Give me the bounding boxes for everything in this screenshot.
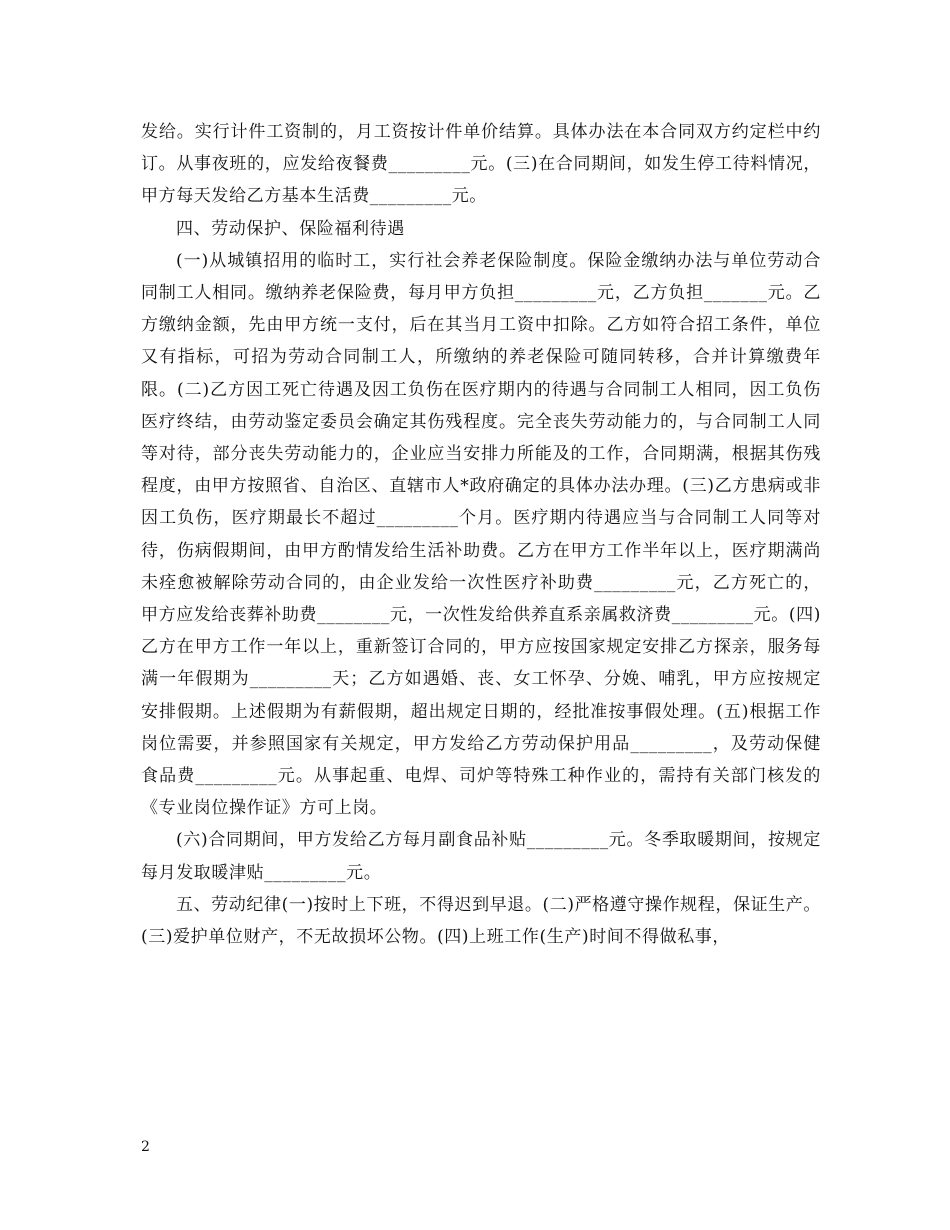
paragraph-wage-continuation: 发给。实行计件工资制的，月工资按计件单价结算。具体办法在本合同双方约定栏中约订。从事夜班的，应发给夜餐费_________元。(三)在合同期间，如发生停工待料情况，甲方每天发给乙方基本生活费_________元。 <box>141 122 821 207</box>
paragraph-insurance-welfare: (一)从城镇招用的临时工，实行社会养老保险制度。保险金缴纳办法与单位劳动合同制工人相同。缴纳养老保险费，每月甲方负担_________元，乙方负担_______元。乙方缴纳金额，先由甲方统一支付，后在其当月工资中扣除。乙方如符合招工条件，单位又有指标，可招为劳动合同制工人，所缴纳的养老保险可随同转移，合并计算缴费年限。(二)乙方因工死亡待遇及因工负伤在医疗期内的待遇与合同制工人相同，因工负伤医疗终结，由劳动鉴定委员会确定其伤残程度。完全丧失劳动能力的，与合同制工人同等对待，部分丧失劳动能力的，企业应当安排力所能及的工作，合同期满，根据其伤残程度，由甲方按照省、自治区、直辖市人*政府确定的具体办法办理。(三)乙方患病或非因工负伤，医疗期最长不超过_________个月。医疗期内待遇应当与合同制工人同等对待，伤病假期间，由甲方酌情发给生活补助费。乙方在甲方工作半年以上，医疗期满尚未痊愈被解除劳动合同的，由企业发给一次性医疗补助费_________元，乙方死亡的，甲方应发给丧葬补助费________元，一次性发给供养直系亲属救济费_________元。(四)乙方在甲方工作一年以上，重新签订合同的，甲方应按国家规定安排乙方探亲，服务每满一年假期为_________天；乙方如遇婚、丧、女工怀孕、分娩、哺乳，甲方应按规定安排假期。上述假期为有薪假期，超出规定日期的，经批准按事假处理。(五)根据工作岗位需要，并参照国家有关规定，甲方发给乙方劳动保护用品_________，及劳动保健食品费_________元。从事起重、电焊、司炉等特殊工种作业的，需持有关部门核发的《专业岗位操作证》方可上岗。 <box>141 250 821 819</box>
page-number: 2 <box>141 1139 150 1155</box>
paragraph-food-heating-allowance: (六)合同期间，甲方发给乙方每月副食品补贴_________元。冬季取暖期间，按规定每月发取暖津贴_________元。 <box>141 830 821 883</box>
paragraph-labor-discipline: 五、劳动纪律(一)按时上下班，不得迟到早退。(二)严格遵守操作规程，保证生产。(三)爱护单位财产，不无故损坏公物。(四)上班工作(生产)时间不得做私事， <box>141 894 821 948</box>
document-body <box>141 116 821 953</box>
section-heading-labor-protection: 四、劳动保护、保险福利待遇 <box>176 218 405 239</box>
